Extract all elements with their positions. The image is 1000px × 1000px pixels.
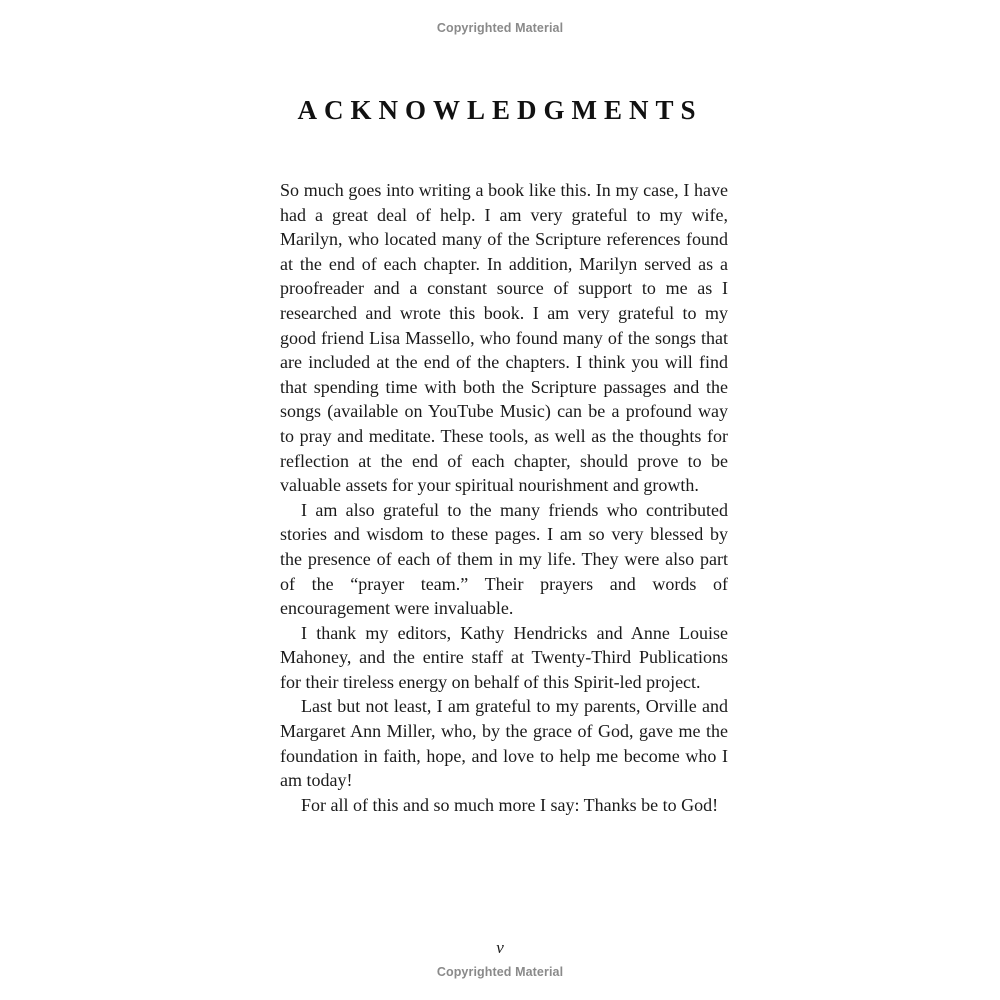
page-title: ACKNOWLEDGMENTS [297, 95, 703, 125]
paragraph-2: I am also grateful to the many friends who contributed stories and wisdom to these pages. I am so very blessed by the presence of each of them in my life. They were also part of the “prayer team.” Their prayers and words of encouragement were invaluable. [280, 499, 728, 619]
page-number: v [496, 938, 504, 957]
copyright-watermark-bottom: Copyrighted Material [436, 965, 564, 979]
body-text [280, 178, 728, 817]
copyright-watermark-top: Copyrighted Material [436, 21, 564, 35]
paragraph-3: I thank my editors, Kathy Hendricks and Anne Louise Mahoney, and the entire staff at Twenty-Third Publications for their tireless energy on behalf of this Spirit-led project. [280, 622, 728, 692]
paragraph-4: Last but not least, I am grateful to my parents, Orville and Margaret Ann Miller, who, by the grace of God, gave me the foundation in faith, hope, and love to help me become who I am today! [280, 696, 728, 791]
paragraph-5: For all of this and so much more I say: Thanks be to God! [301, 794, 719, 815]
paragraph-1: So much goes into writing a book like this. In my case, I have had a great deal of help. I am very grateful to my wife, Marilyn, who located many of the Scripture references found at the end of each chapter. In addition, Marilyn served as a proofreader and a constant source of support to me as I researched and wrote this book. I am very grateful to my good friend Lisa Massello, who found many of the songs that are included at the end of the chapters. I think you will find that spending time with both the Scripture passages and the songs (available on YouTube Music) can be a profound way to pray and meditate. These tools, as well as the thoughts for reflection at the end of each chapter, should prove to be valuable assets for your spiritual nourishment and growth. [280, 180, 728, 496]
